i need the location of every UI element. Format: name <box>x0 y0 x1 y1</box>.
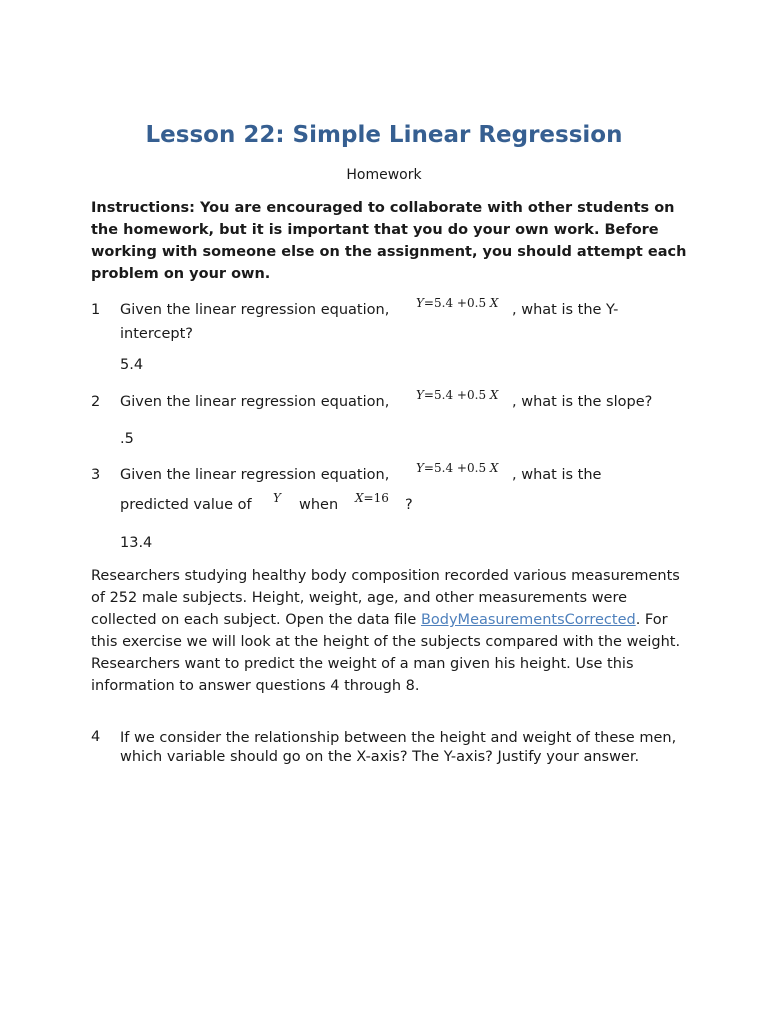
paragraph-text: Researchers studying healthy body composition recorded various measurements of 252 male subjects. Height, weight, age, and other measurements were collected on each subject. Open the data file <box>91 568 680 628</box>
answer-3: 13.4 <box>120 535 153 551</box>
question-number: 3 <box>91 467 101 483</box>
paragraph-text-continued: . For this exercise we will look at the height of the subjects compared with the weight. Researchers want to predict the weight of a man given his height. Use this information to answer questions 4 through 8. <box>91 612 681 694</box>
question-number: 4 <box>91 729 101 745</box>
question-line2-when: when <box>299 497 339 513</box>
question-number: 1 <box>91 302 101 318</box>
regression-equation: Y=5.4 +0.5 X <box>416 296 499 310</box>
question-line2-end: ? <box>405 497 413 513</box>
question-text: Given the linear regression equation, <box>120 467 390 483</box>
answer-1: 5.4 <box>120 357 144 373</box>
question-suffix: , what is the Y- <box>512 302 619 318</box>
page-title: Lesson 22: Simple Linear Regression <box>145 122 623 148</box>
question-number: 2 <box>91 394 101 410</box>
variable-y: Y <box>273 491 281 505</box>
data-file-link[interactable]: BodyMeasurementsCorrected <box>420 612 636 628</box>
answer-2: .5 <box>120 431 134 447</box>
regression-equation: Y=5.4 +0.5 X <box>416 388 499 402</box>
instructions-text: Instructions: You are encouraged to collaborate with other students on the homework, but it is important that you do your own work. Before working with someone else on the assignment, you should attempt each problem on your own. <box>91 200 687 282</box>
question-text: If we consider the relationship between the height and weight of these men, which variable should go on the X-axis? The Y-axis? Justify your answer. <box>120 730 677 765</box>
question-line2-prefix: predicted value of <box>120 497 252 513</box>
question-suffix: , what is the <box>512 467 602 483</box>
question-text: Given the linear regression equation, <box>120 302 390 318</box>
question-suffix: , what is the slope? <box>512 394 653 410</box>
regression-equation: Y=5.4 +0.5 X <box>416 461 499 475</box>
page-subtitle: Homework <box>346 167 422 183</box>
condition-equation: X=16 <box>355 491 389 505</box>
question-text-continued: intercept? <box>120 326 193 342</box>
context-paragraph <box>91 565 691 697</box>
question-text: Given the linear regression equation, <box>120 394 390 410</box>
